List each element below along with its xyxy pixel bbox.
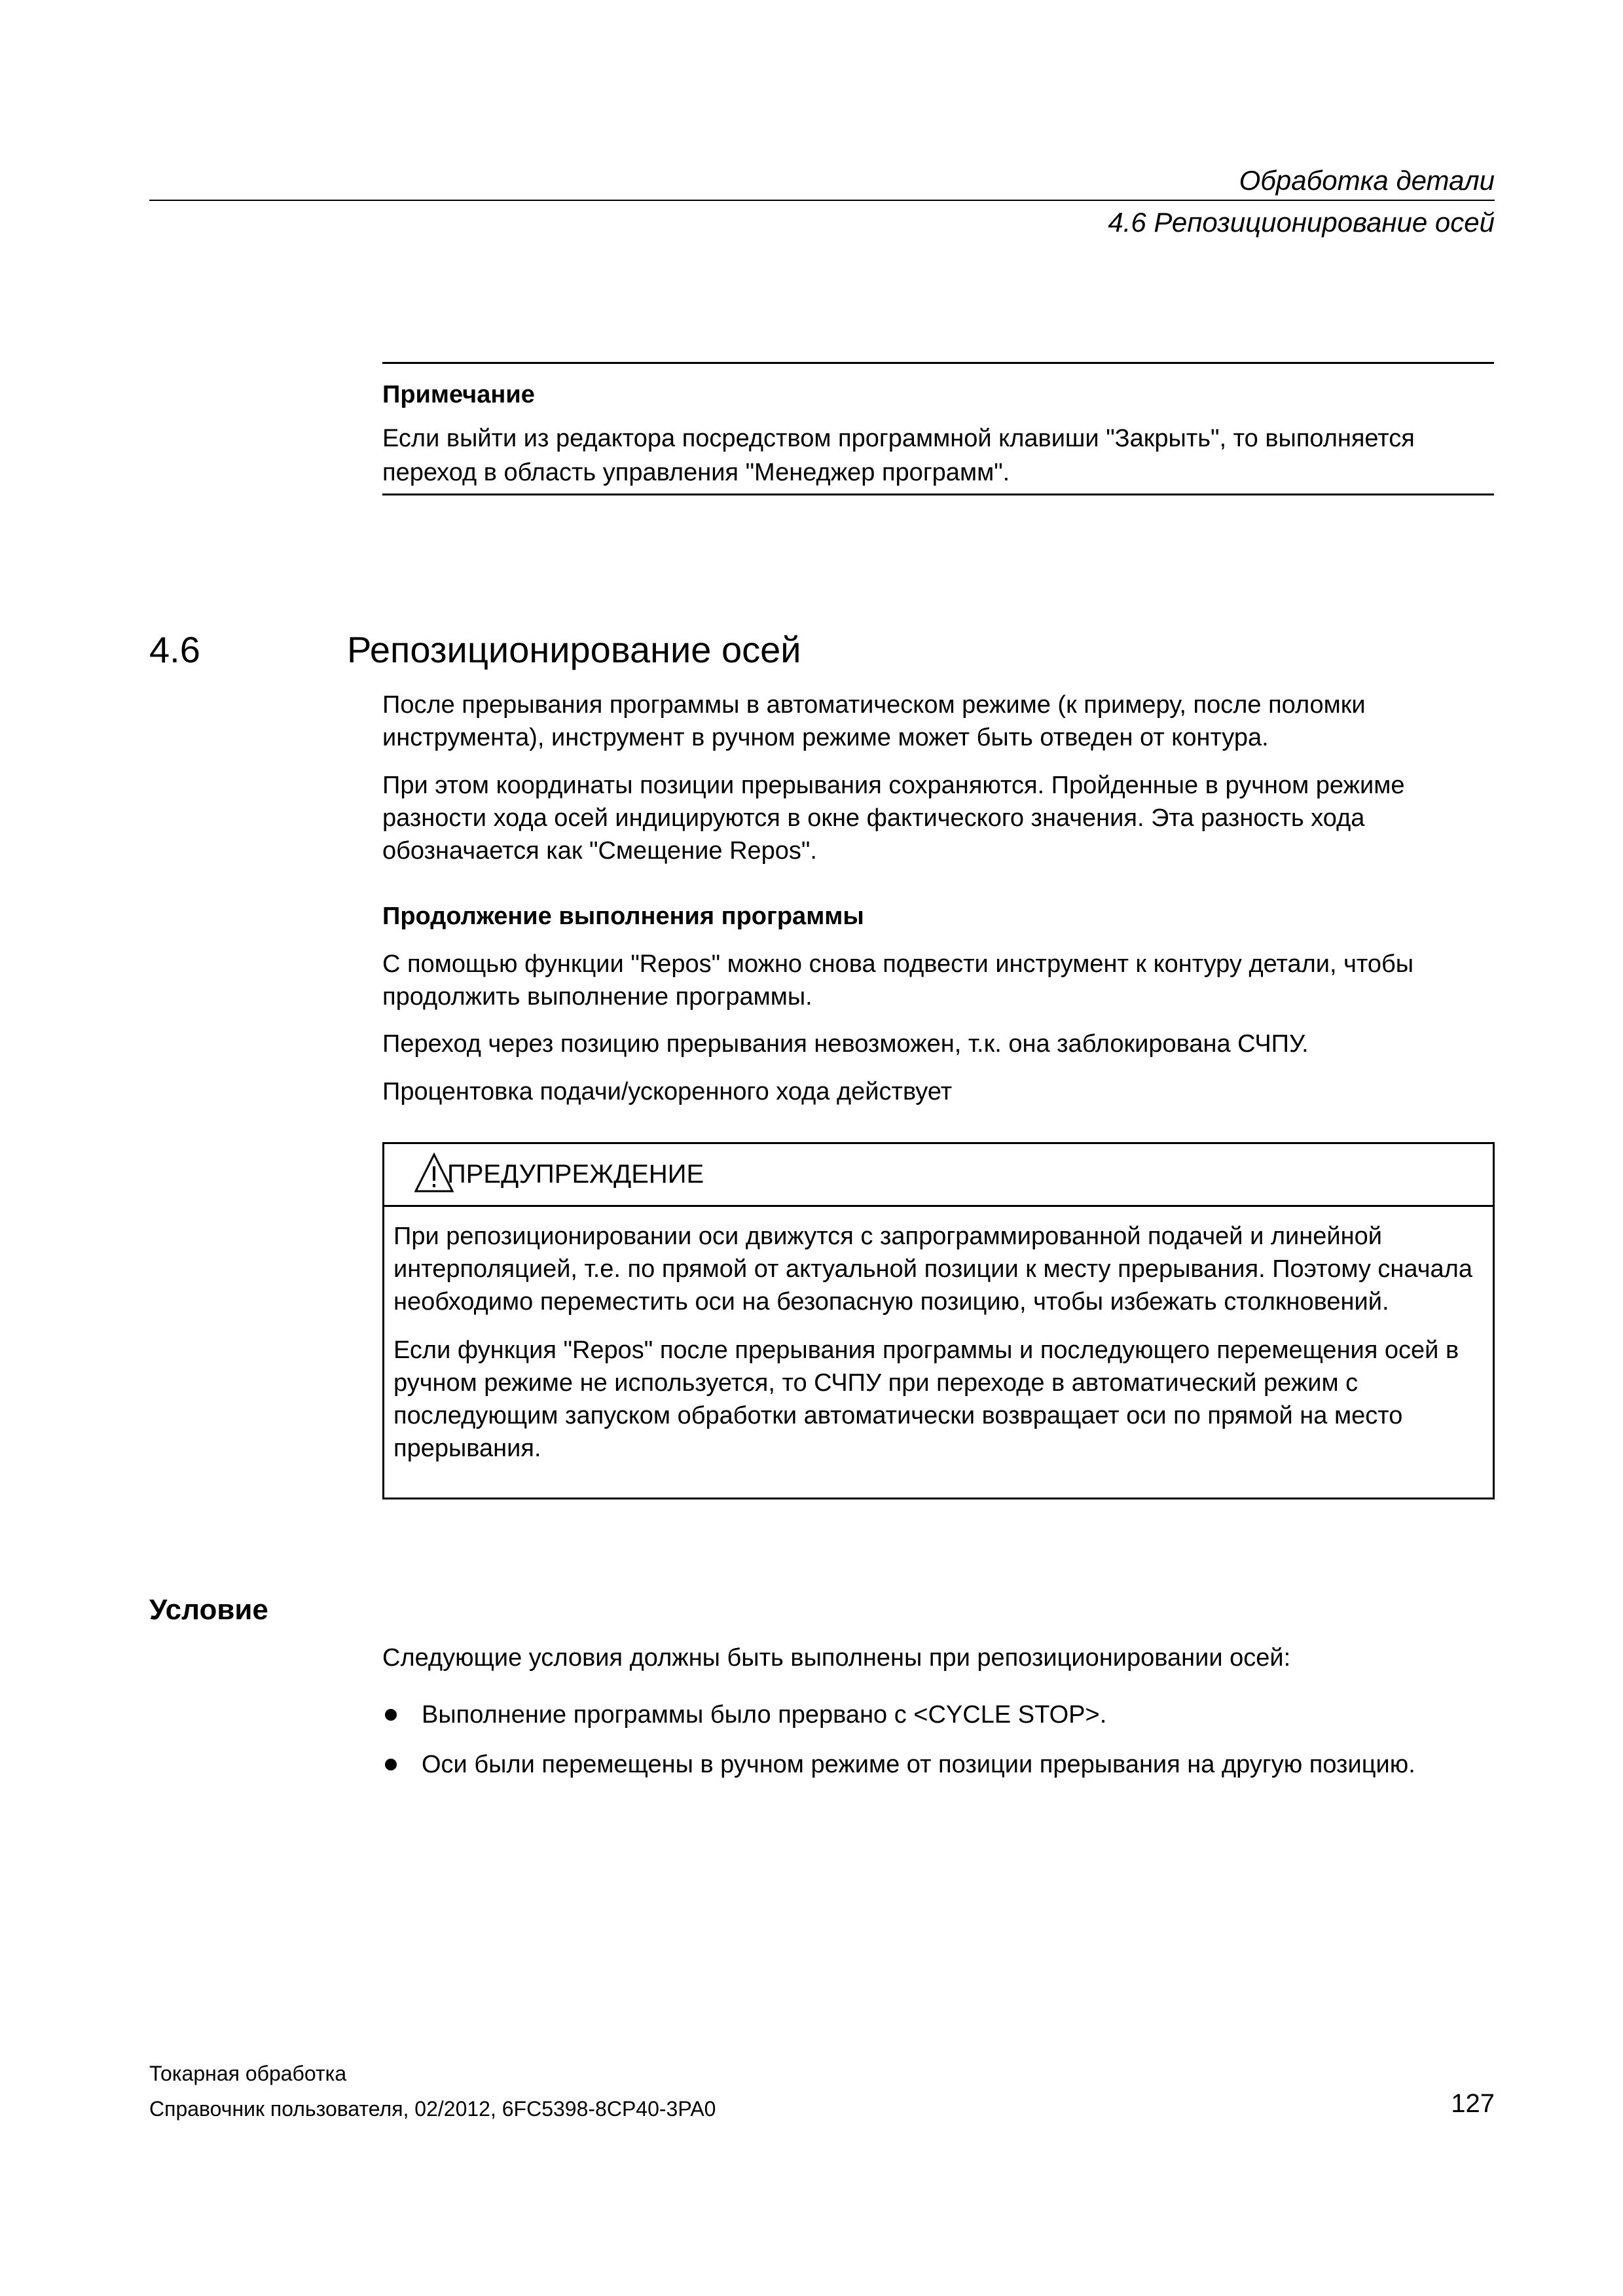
section-title: Репозиционирование осей — [347, 629, 801, 670]
warning-paragraph-2: Если функция "Repos" после прерывания программы и последующего перемещения осей в ручном режиме не используется, то СЧПУ при переходе в автоматический режим с последующим запуском обработки автоматически возвращает оси по прямой на место прерывания. — [393, 1336, 1459, 1462]
list-item — [382, 1748, 1495, 1781]
sub-paragraph-1: С помощью функции "Repos" можно снова подвести инструмент к контуру детали, чтобы продолжить выполнение программы. — [382, 950, 1414, 1011]
warning-paragraph-1: При репозиционировании оси движутся с запрограммированной подачей и линейной интерполяцией, т.е. по прямой от актуальной позиции к месту прерывания. Поэтому сначала необходимо переместить оси на безопасную позицию, чтобы избежать столкновений. — [393, 1223, 1472, 1316]
warning-body — [384, 1207, 1493, 1465]
warning-title: ПРЕДУПРЕЖДЕНИЕ — [447, 1160, 704, 1189]
condition-bullet-list — [382, 1698, 1495, 1798]
list-item — [382, 1698, 1495, 1731]
sub-paragraph-3: Процентовка подачи/ускоренного хода действует — [382, 1078, 953, 1105]
condition-intro: Следующие условия должны быть выполнены при репозиционировании осей: — [382, 1644, 1291, 1672]
note-text: Если выйти из редактора посредством программной клавиши "Закрыть", то выполняется переход в область управления "Менеджер программ". — [382, 425, 1415, 486]
note-bottom-rule — [382, 493, 1494, 495]
subheading-continue-program: Продолжение выполнения программы — [382, 903, 864, 930]
footer-title: Токарная обработка — [149, 2062, 347, 2085]
running-header-chapter: Обработка детали — [1239, 165, 1495, 196]
bullet-dot-icon — [385, 1709, 397, 1721]
condition-heading: Условие — [149, 1594, 268, 1626]
section-paragraph-1: После прерывания программы в автоматическом режиме (к примеру, после поломки инструмента), инструмент в ручном режиме может быть отведен от контура. — [382, 691, 1366, 751]
running-header-section: 4.6 Репозиционирование осей — [1108, 207, 1495, 238]
section-paragraph-2: При этом координаты позиции прерывания сохраняются. Пройденные в ручном режиме разности хода осей индицируются в окне фактического значения. Эта разность хода обозначается как "Смещение Repos". — [382, 772, 1405, 865]
bullet-text: Выполнение программы было прервано с <CYCLE STOP>. — [422, 1701, 1107, 1729]
footer-manual-info: Справочник пользователя, 02/2012, 6FC5398-8CP40-3PA0 — [149, 2097, 716, 2121]
note-title: Примечание — [382, 381, 535, 408]
warning-box — [382, 1142, 1495, 1499]
sub-paragraph-2: Переход через позицию прерывания невозможен, т.к. она заблокирована СЧПУ. — [382, 1030, 1309, 1058]
warning-header — [384, 1144, 1493, 1207]
note-block — [382, 362, 1494, 495]
bullet-text: Оси были перемещены в ручном режиме от позиции прерывания на другую позицию. — [422, 1751, 1415, 1778]
page-number: 127 — [1451, 2089, 1495, 2118]
header-rule — [149, 200, 1495, 201]
bullet-dot-icon — [385, 1759, 397, 1770]
note-top-rule — [382, 362, 1494, 364]
section-number: 4.6 — [149, 629, 200, 670]
